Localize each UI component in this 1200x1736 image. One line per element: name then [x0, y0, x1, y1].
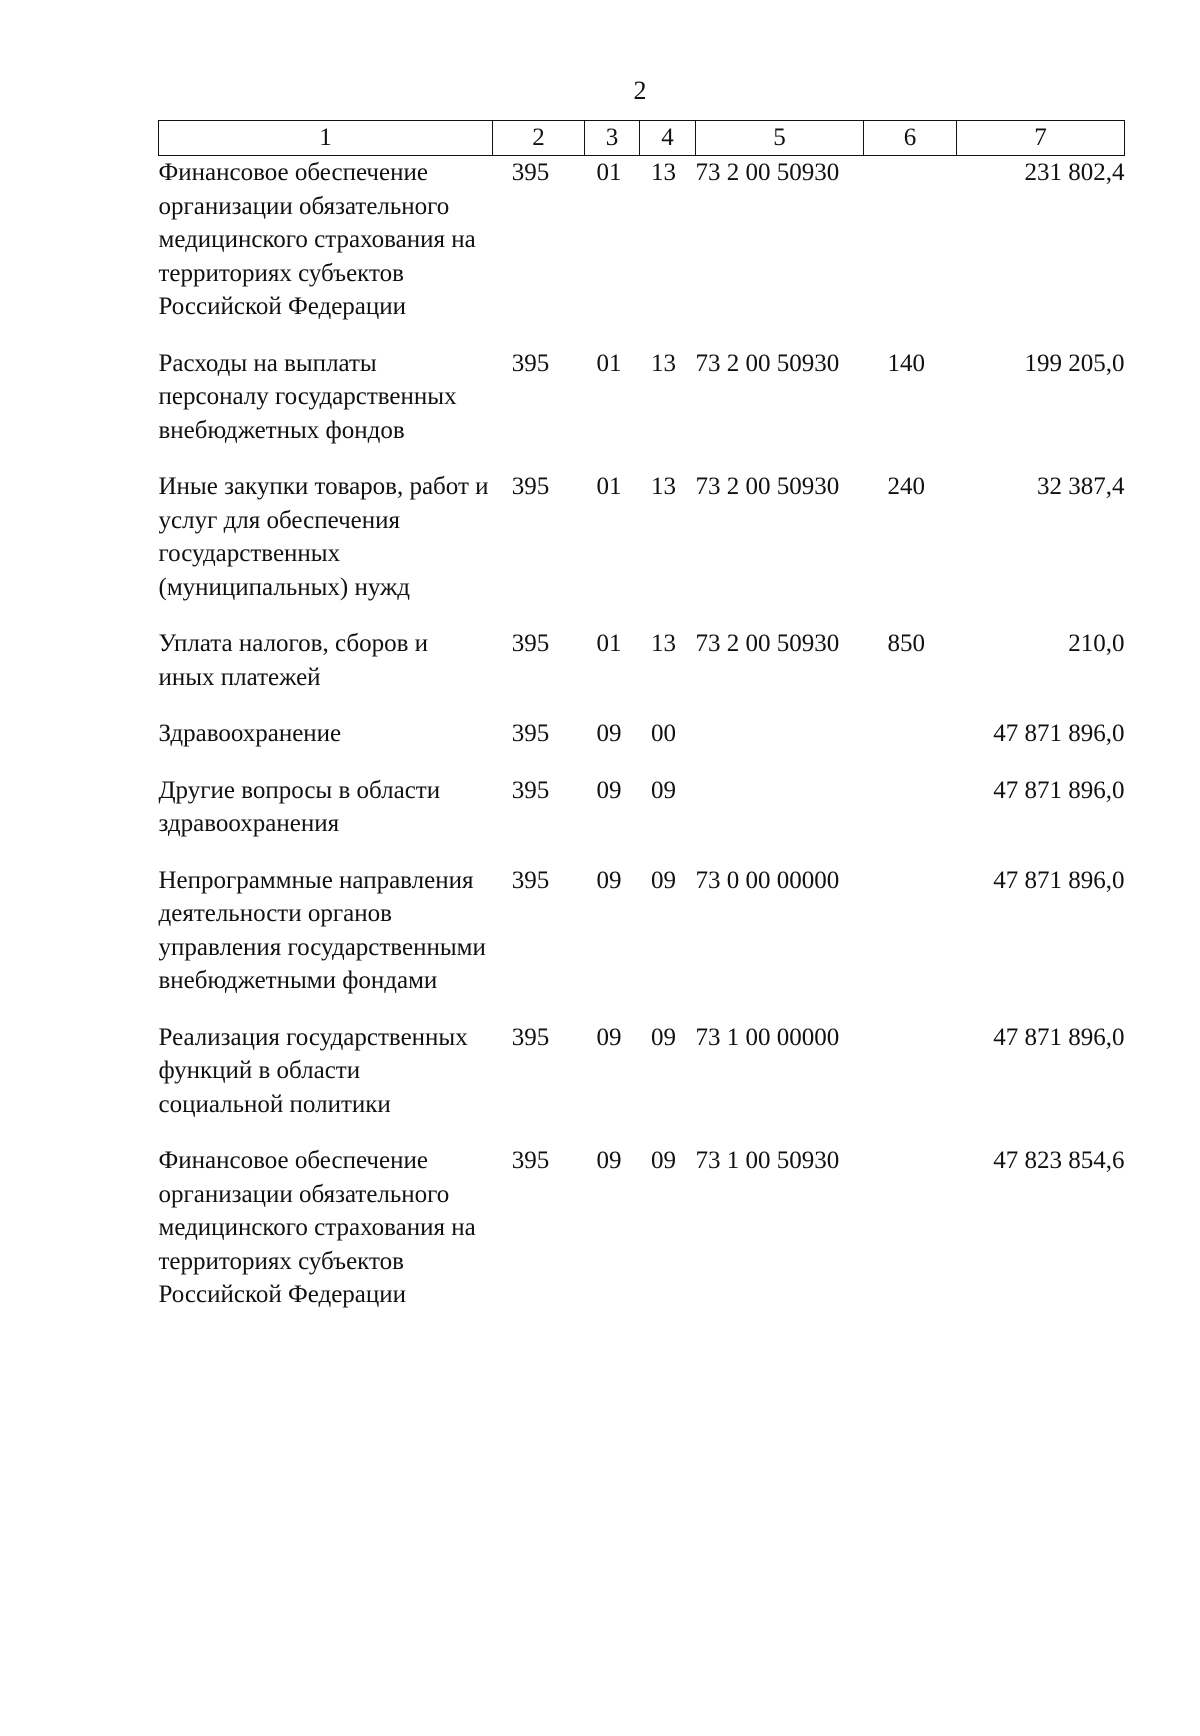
- table-row: [159, 347, 1125, 471]
- row-code-4: 00: [651, 720, 676, 747]
- row-code-5: 73 2 00 50930: [695, 473, 840, 500]
- row-code-6: 240: [887, 473, 925, 500]
- row-name: Иные закупки товаров, работ и услуг для обеспечения государственных (муниципальных) нужд: [158, 473, 489, 601]
- header-row: [159, 121, 1125, 156]
- row-name: Другие вопросы в области здравоохранения: [158, 776, 441, 837]
- row-amount: 210,0: [1068, 630, 1125, 657]
- header-col-7: 7: [957, 121, 1125, 156]
- row-name: Непрограммные направления деятельности органов управления государственными внебюджетными фондами: [158, 866, 486, 994]
- row-name: Финансовое обеспечение организации обязательного медицинского страхования на территориях субъектов Российской Федерации: [158, 159, 476, 320]
- row-code-4: 09: [651, 1023, 676, 1051]
- row-code-6: 140: [887, 349, 925, 377]
- row-code-6: [864, 774, 957, 864]
- row-code-2: 395: [511, 866, 550, 894]
- row-code-5: 73 1 00 00000: [695, 1023, 840, 1051]
- row-code-3: 01: [596, 473, 622, 500]
- header-col-4: 4: [640, 121, 696, 156]
- row-code-4: 09: [651, 776, 676, 804]
- row-code-3: 01: [596, 159, 622, 186]
- row-code-4: 13: [651, 473, 676, 500]
- row-code-6: [864, 156, 957, 347]
- row-code-2: 395: [511, 630, 550, 657]
- table-header: [159, 121, 1125, 156]
- row-name: Уплата налогов, сборов и иных платежей: [158, 630, 429, 691]
- row-code-3: 01: [596, 630, 622, 657]
- budget-table: [158, 120, 1125, 1312]
- row-code-3: 09: [596, 720, 622, 747]
- row-code-6: [864, 1021, 957, 1145]
- header-col-3: 3: [585, 121, 640, 156]
- table-row: [159, 864, 1125, 1021]
- row-code-3: 09: [596, 866, 622, 894]
- table-row: [159, 470, 1125, 627]
- row-code-5: 73 2 00 50930: [695, 159, 840, 186]
- row-code-5: 73 1 00 50930: [695, 1147, 840, 1174]
- row-code-5: [696, 774, 864, 864]
- row-amount: 47 871 896,0: [993, 776, 1125, 804]
- row-code-3: 09: [596, 1147, 622, 1174]
- header-col-1: 1: [159, 121, 493, 156]
- table-row: [159, 774, 1125, 864]
- row-name: Здравоохранение: [158, 720, 342, 747]
- table-row: [159, 717, 1125, 774]
- table-row: [159, 156, 1125, 347]
- row-amount: 47 871 896,0: [993, 1023, 1125, 1051]
- row-name: Реализация государственных функций в области социальной политики: [158, 1023, 468, 1118]
- row-amount: 199 205,0: [1024, 349, 1125, 377]
- row-code-3: 09: [596, 776, 622, 804]
- row-code-2: 395: [511, 1147, 550, 1174]
- table-body: [159, 156, 1125, 1312]
- row-code-6: [864, 1144, 957, 1312]
- table-row: [159, 1144, 1125, 1312]
- row-amount: 47 871 896,0: [993, 720, 1125, 747]
- row-code-5: 73 0 00 00000: [695, 866, 840, 894]
- row-amount: 47 823 854,6: [993, 1147, 1125, 1174]
- row-code-2: 395: [511, 776, 550, 804]
- row-code-4: 09: [651, 866, 676, 894]
- row-code-3: 01: [596, 349, 622, 377]
- page-number: 2: [633, 76, 647, 105]
- row-name: Расходы на выплаты персоналу государственных внебюджетных фондов: [158, 349, 457, 444]
- row-code-5: [696, 717, 864, 774]
- table-row: [159, 1021, 1125, 1145]
- row-amount: 47 871 896,0: [993, 866, 1125, 894]
- row-code-4: 13: [651, 349, 676, 377]
- row-code-4: 09: [651, 1147, 676, 1174]
- row-code-2: 395: [511, 720, 550, 747]
- row-code-2: 395: [511, 159, 550, 186]
- row-code-6: [864, 717, 957, 774]
- row-amount: 32 387,4: [1037, 473, 1125, 500]
- row-code-5: 73 2 00 50930: [695, 349, 840, 377]
- row-code-2: 395: [511, 473, 550, 500]
- row-code-3: 09: [596, 1023, 622, 1051]
- header-col-2: 2: [493, 121, 585, 156]
- header-col-6: 6: [864, 121, 957, 156]
- row-code-5: 73 2 00 50930: [695, 630, 840, 657]
- header-col-5: 5: [696, 121, 864, 156]
- row-code-6: [864, 864, 957, 1021]
- row-name: Финансовое обеспечение организации обязательного медицинского страхования на территориях субъектов Российской Федерации: [158, 1147, 476, 1308]
- row-code-4: 13: [651, 630, 676, 657]
- row-code-6: 850: [887, 630, 925, 657]
- row-code-2: 395: [511, 1023, 550, 1051]
- row-code-4: 13: [651, 159, 676, 186]
- table-row: [159, 627, 1125, 717]
- row-code-2: 395: [511, 349, 550, 377]
- row-amount: 231 802,4: [1024, 159, 1125, 186]
